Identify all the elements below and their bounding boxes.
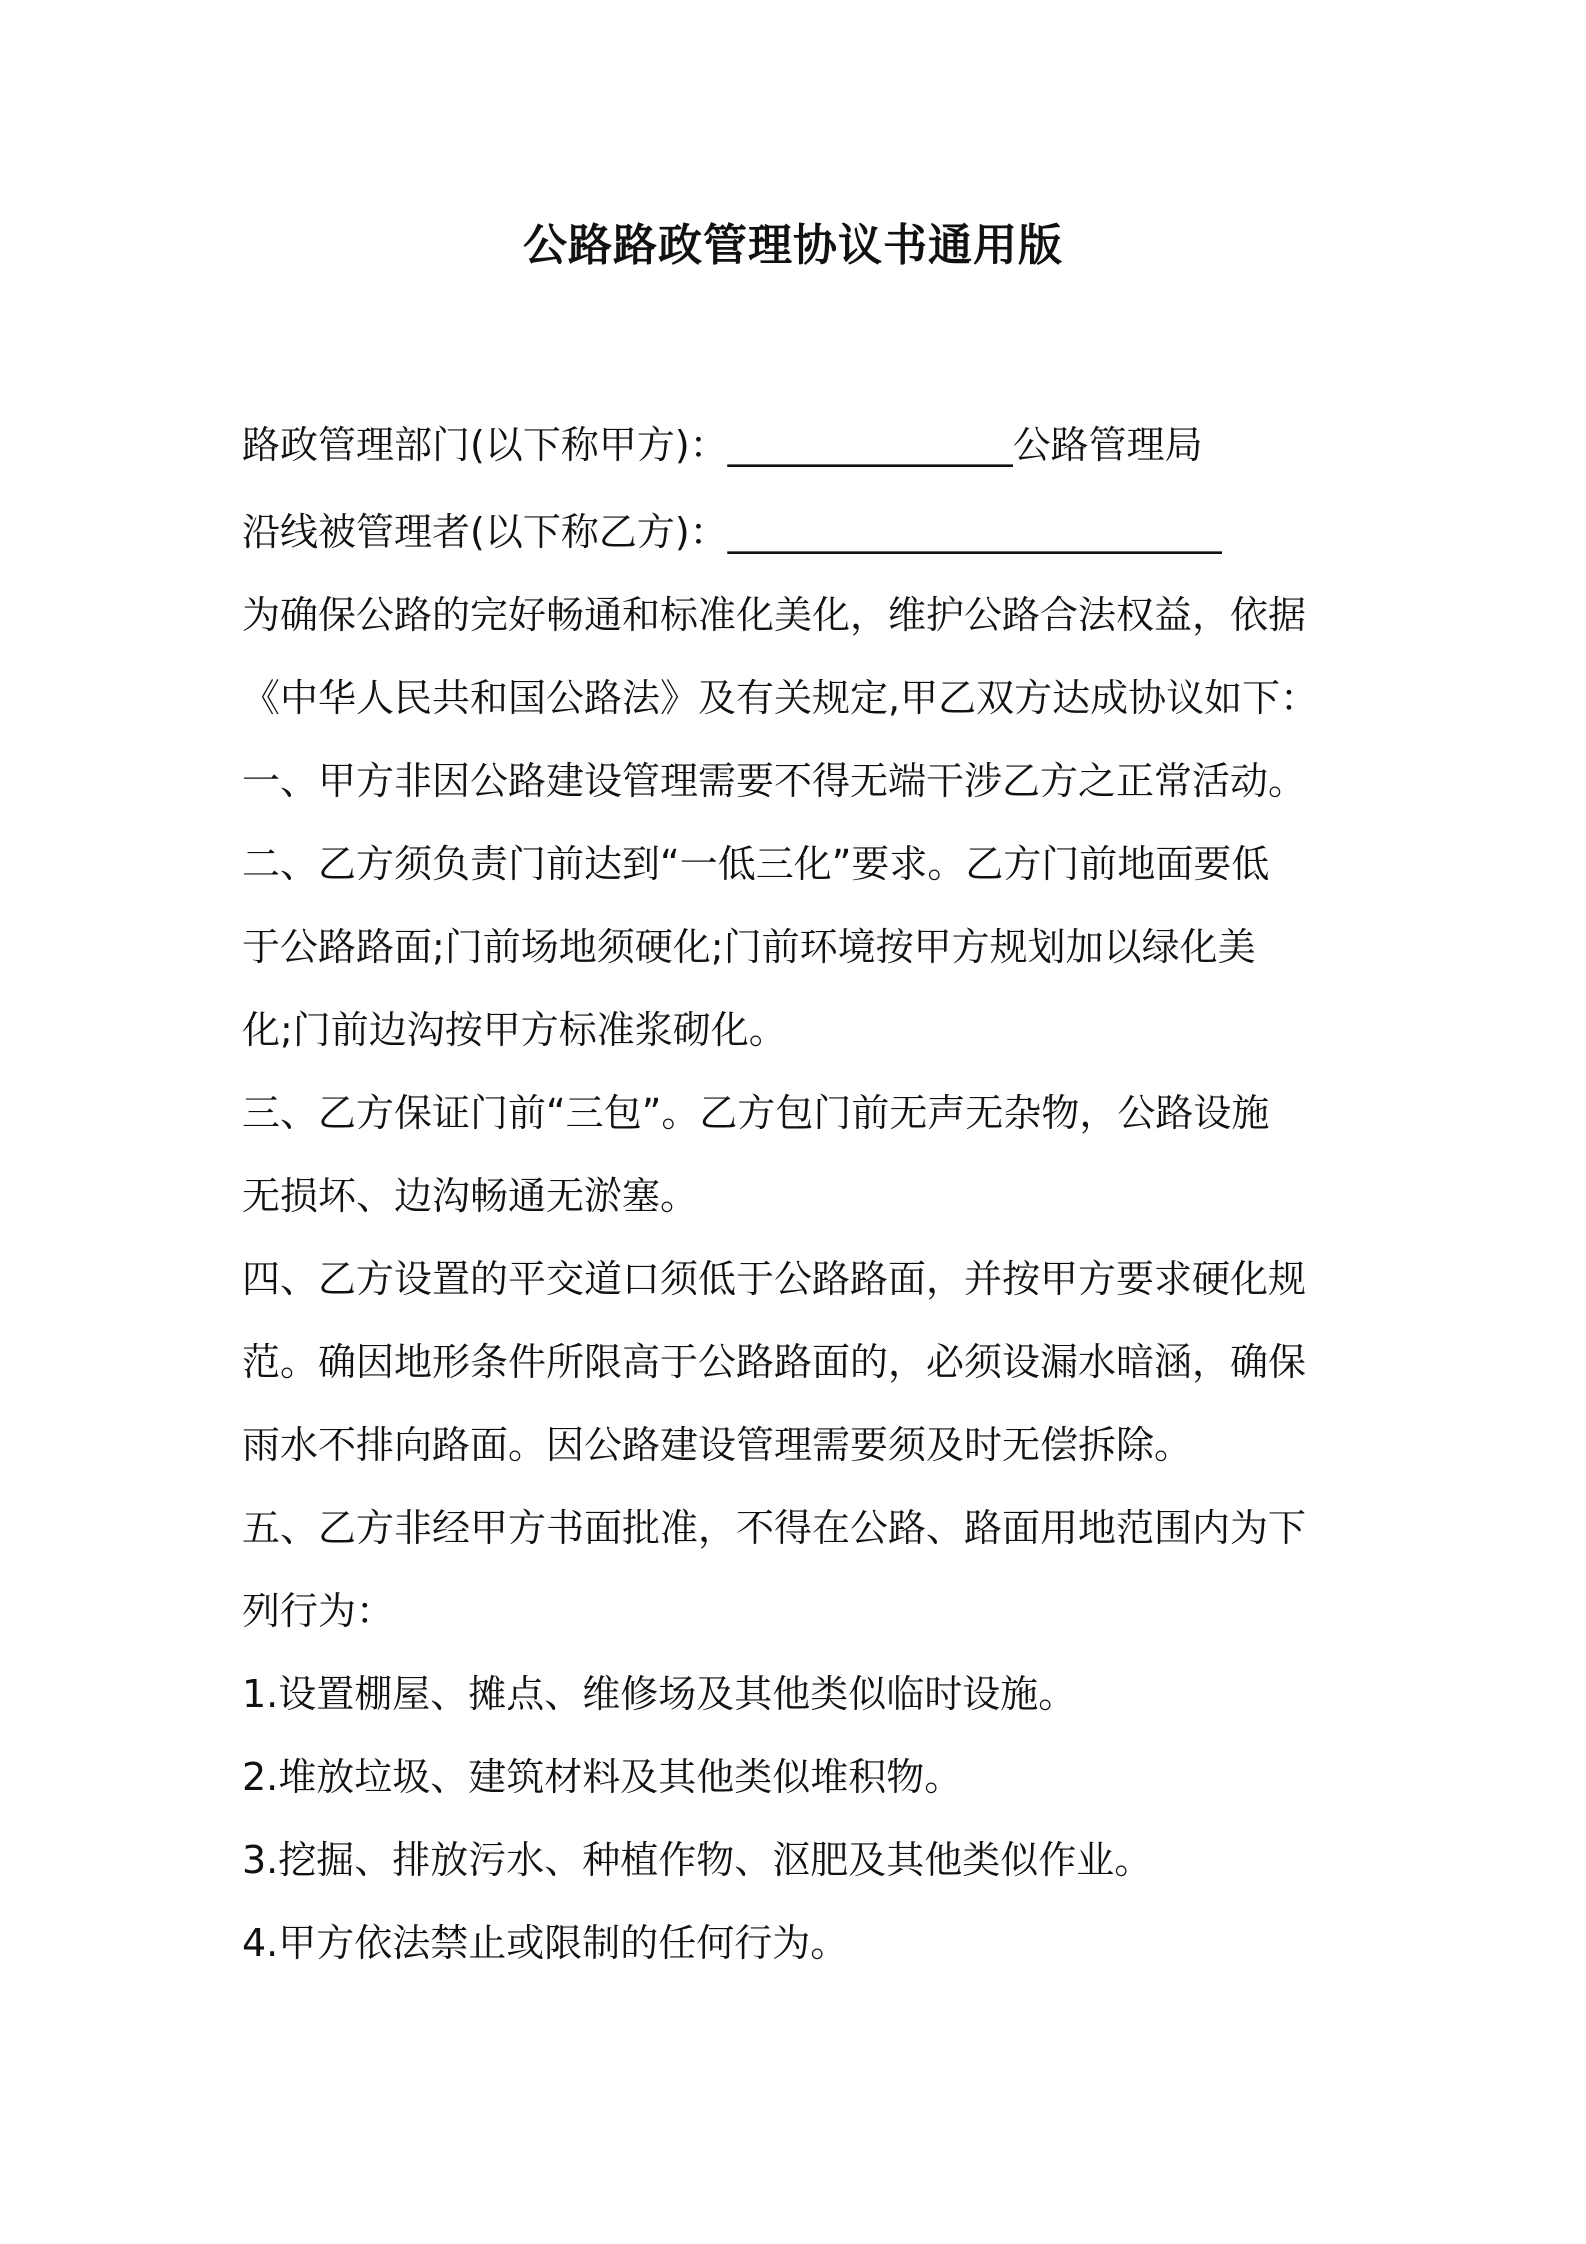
clause-4-line: 雨水不排向路面。因公路建设管理需要须及时无偿拆除。	[242, 1423, 1193, 1467]
clause-1-line: 一、甲方非因公路建设管理需要不得无端干涉乙方之正常活动。	[242, 759, 1307, 803]
clause-4-line: 四、乙方设置的平交道口须低于公路路面，并按甲方要求硬化规	[242, 1257, 1307, 1301]
clause-4-line: 范。确因地形条件所限高于公路路面的，必须设漏水暗涵，确保	[242, 1340, 1307, 1384]
clause-2-line: 于公路路面;门前场地须硬化;门前环境按甲方规划加以绿化美	[242, 925, 1256, 969]
list-item: 2.堆放垃圾、建筑材料及其他类似堆积物。	[242, 1755, 963, 1799]
clause-3-line: 三、乙方保证门前“三包”。乙方包门前无声无杂物，公路设施	[242, 1091, 1270, 1135]
clause-2-line: 化;门前边沟按甲方标准浆砌化。	[242, 1008, 787, 1052]
paragraph-line: 《中华人民共和国公路法》及有关规定,甲乙双方达成协议如下：	[242, 676, 1319, 720]
document-body	[242, 404, 1362, 1985]
party-b-line: 沿线被管理者(以下称乙方)：__________________________	[242, 510, 1222, 554]
clause-3-line: 无损坏、边沟畅通无淤塞。	[242, 1174, 699, 1218]
party-a-line: 路政管理部门(以下称甲方)：_______________公路管理局	[242, 423, 1203, 467]
clause-2-line: 二、乙方须负责门前达到“一低三化”要求。乙方门前地面要低	[242, 842, 1270, 886]
document-title: 公路路政管理协议书通用版	[523, 220, 1063, 271]
list-item: 3.挖掘、排放污水、种植作物、沤肥及其他类似作业。	[242, 1838, 1153, 1882]
paragraph-line: 为确保公路的完好畅通和标准化美化，维护公路合法权益，依据	[242, 593, 1307, 637]
clause-5-line: 五、乙方非经甲方书面批准，不得在公路、路面用地范围内为下	[242, 1506, 1307, 1550]
list-item: 1.设置棚屋、摊点、维修场及其他类似临时设施。	[242, 1672, 1077, 1716]
clause-5-line: 列行为：	[242, 1589, 395, 1633]
list-item: 4.甲方依法禁止或限制的任何行为。	[242, 1921, 849, 1965]
